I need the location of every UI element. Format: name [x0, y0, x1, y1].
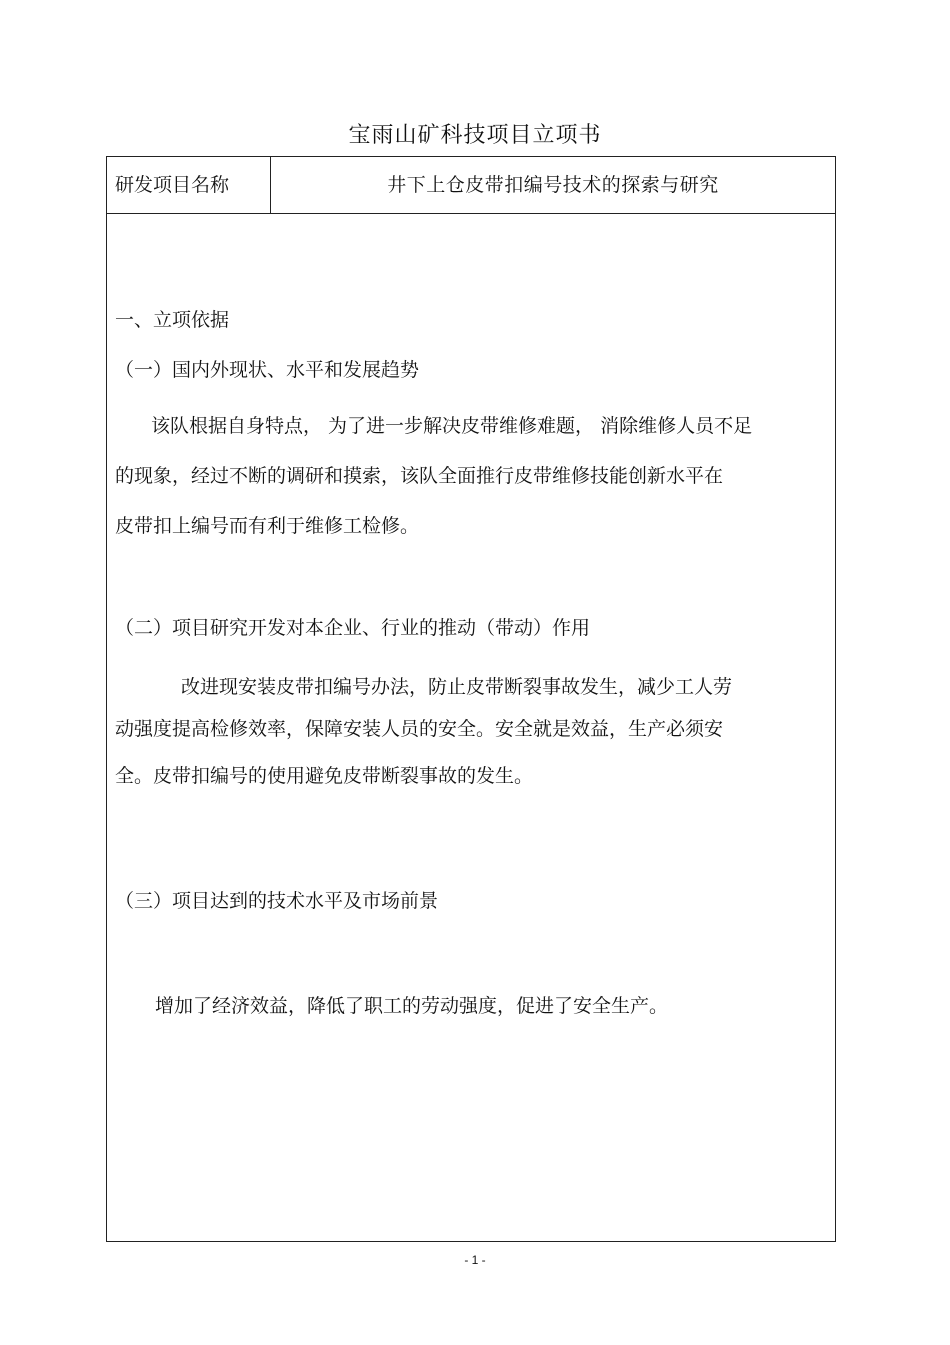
- project-form-table: [106, 156, 836, 1242]
- subsection-2-line-2: 动强度提高检修效率，保障安装人员的安全。安全就是效益，生产必须安: [115, 718, 724, 740]
- subsection-1-line-2: 的现象，经过不断的调研和摸索，该队全面推行皮带维修技能创新水平在: [115, 465, 724, 487]
- project-name-value: 井下上仓皮带扣编号技术的探索与研究: [387, 174, 719, 196]
- subsection-2-line-1: 改进现安装皮带扣编号办法，防止皮带断裂事故发生，减少工人劳: [181, 676, 733, 698]
- project-basis-cell: [107, 214, 835, 1241]
- project-name-row: [107, 157, 835, 214]
- subsection-1-title: （一）国内外现状、水平和发展趋势: [115, 359, 420, 381]
- subsection-2-line-3: 全。皮带扣编号的使用避免皮带断裂事故的发生。: [115, 765, 534, 787]
- subsection-3-line-1: 增加了经济效益，降低了职工的劳动强度，促进了安全生产。: [155, 995, 669, 1017]
- subsection-3-title: （三）项目达到的技术水平及市场前景: [115, 890, 439, 912]
- document-title: 宝雨山矿科技项目立项书: [348, 123, 602, 148]
- subsection-2-title: （二）项目研究开发对本企业、行业的推动（带动）作用: [115, 617, 591, 639]
- subsection-1-line-3: 皮带扣上编号而有利于维修工检修。: [115, 515, 420, 537]
- section-heading: 一、立项依据: [115, 309, 230, 331]
- subsection-1-line-1: 该队根据自身特点， 为了进一步解决皮带维修难题， 消除维修人员不足: [151, 415, 753, 437]
- project-name-label: 研发项目名称: [107, 157, 271, 213]
- page-number: - 1 -: [464, 1253, 486, 1267]
